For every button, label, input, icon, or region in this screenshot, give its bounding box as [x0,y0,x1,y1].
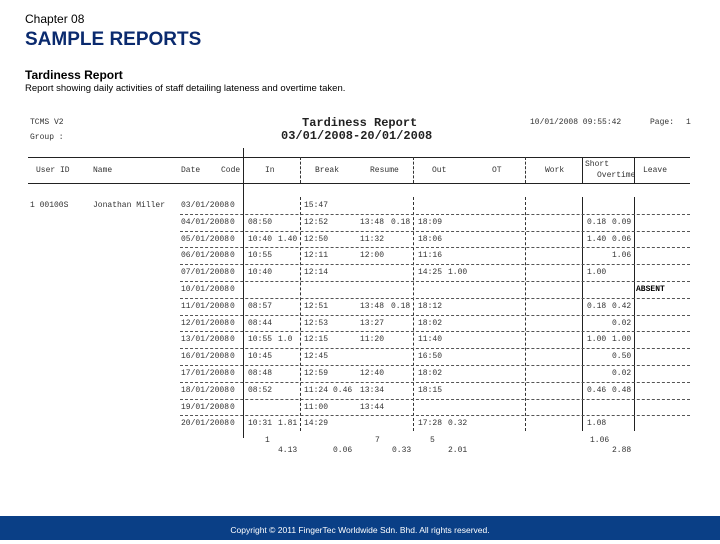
cell-resume-late: 0.18 [391,301,411,311]
cell-date: 17/01/2008 [181,369,230,378]
cell-short: 0.18 [587,301,607,311]
employee-name: Jonathan Miller [93,201,166,210]
cell-date: 20/01/2008 [181,419,230,429]
cell-out: 18:06 [418,234,443,244]
header-name: Name [93,166,113,175]
cell-leave: ABSENT [636,285,665,294]
cell-short: 1.00 [587,268,607,278]
row-separator [180,315,690,316]
row-separator [180,264,690,265]
cell-in: 08:57 [248,301,273,311]
row-separator [180,399,690,400]
count-resume: 7 [375,436,380,446]
cell-in: 08:48 [248,369,273,378]
cell-break: 12:59 [304,369,329,378]
cell-in: 10:40 [248,234,273,244]
cell-resume: 11:32 [360,234,385,244]
cell-in: 10:40 [248,268,273,278]
cell-out: 18:15 [418,385,443,395]
cell-date: 04/01/2008 [181,217,230,227]
cell-resume: 13:48 [360,217,385,227]
user-id: 1 00100S [30,201,69,210]
cell-out-late: 1.00 [448,268,468,278]
cell-resume-late: 0.18 [391,217,411,227]
cell-in-late: 1.0 [278,335,293,345]
cell-in: 10:45 [248,352,273,362]
cell-break: 12:45 [304,352,329,362]
cell-break: 11:24 [304,385,329,395]
cell-resume: 13:48 [360,301,385,311]
group-label: Group : [30,133,64,142]
total-overtime: 2.88 [612,446,632,456]
cell-break: 12:52 [304,217,329,227]
count-in: 1 [265,436,270,446]
cell-date: 10/01/2008 [181,285,230,294]
total-out: 2.01 [448,446,468,456]
copyright-footer: Copyright © 2011 FingerTec Worldwide Sdn. Bhd. All rights reserved. [0,516,720,540]
row-separator [180,348,690,349]
column-divider [413,157,414,183]
column-divider [525,157,526,183]
cell-in: 08:44 [248,318,273,328]
row-separator [180,415,690,416]
cell-short: 1.40 [587,234,607,244]
cell-resume: 13:44 [360,402,385,412]
header-resume: Resume [370,166,399,175]
slide-title: SAMPLE REPORTS [25,29,202,50]
cell-break: 12:11 [304,251,329,261]
cell-resume: 12:00 [360,251,385,261]
cell-break: 12:53 [304,318,329,328]
cell-out: 11:16 [418,251,443,261]
count-out: 5 [430,436,435,446]
row-separator [180,382,690,383]
row-separator [180,298,690,299]
column-divider [582,157,583,183]
cell-code: 0 [230,402,235,412]
printed-timestamp: 10/01/2008 09:55:42 [530,118,622,127]
cell-out-late: 0.32 [448,419,468,429]
count-short: 1.06 [590,436,610,446]
row-separator [180,214,690,215]
cell-break: 12:50 [304,234,329,244]
header-user-id: User ID [36,166,70,175]
header-bottom-rule [28,183,690,184]
row-separator [180,247,690,248]
header-in: In [265,166,275,175]
cell-date: 18/01/2008 [181,385,230,395]
cell-resume: 13:27 [360,318,385,328]
page-label: Page: [650,118,675,127]
cell-in: 08:50 [248,217,273,227]
cell-in: 10:55 [248,335,273,345]
cell-out: 14:25 [418,268,443,278]
cell-date: 05/01/2008 [181,234,230,244]
header-work: Work [545,166,565,175]
total-break: 0.06 [333,446,353,456]
cell-date: 16/01/2008 [181,352,230,362]
cell-code: 0 [230,335,235,345]
cell-out: 18:09 [418,217,443,227]
cell-code: 0 [230,217,235,227]
cell-out: 16:50 [418,352,443,362]
cell-overtime: 0.02 [612,318,632,328]
cell-code: 0 [230,301,235,311]
cell-in: 10:55 [248,251,273,261]
cell-overtime: 0.42 [612,301,632,311]
cell-overtime: 0.02 [612,369,632,378]
total-resume: 0.33 [392,446,412,456]
header-date: Date [181,166,201,175]
cell-break: 12:15 [304,335,329,345]
page-number: 1 [686,118,691,127]
cell-code: 0 [230,385,235,395]
header-leave: Leave [643,166,668,175]
cell-break: 12:51 [304,301,329,311]
column-divider [300,157,301,183]
cell-out: 18:02 [418,369,443,378]
report-subtitle: Tardiness Report [25,68,123,82]
report-date-range: 03/01/2008-20/01/2008 [281,129,433,143]
cell-resume: 11:20 [360,335,385,345]
cell-code: 0 [230,285,235,294]
header-top-rule [28,157,690,158]
cell-short: 0.46 [587,385,607,395]
cell-code: 0 [230,251,235,261]
cell-in-late: 1.40 [278,234,298,244]
cell-in: 08:52 [248,385,273,395]
column-divider [634,157,635,183]
cell-code: 0 [230,201,235,210]
report-description: Report showing daily activities of staff detailing lateness and overtime taken. [25,83,346,94]
cell-break: 12:14 [304,268,329,278]
cell-resume: 12:40 [360,369,385,378]
cell-break: 14:29 [304,419,329,429]
chapter-label: Chapter 08 [25,12,85,26]
row-separator [180,365,690,366]
report-title: Tardiness Report [302,116,418,130]
cell-overtime: 0.06 [612,234,632,244]
cell-out: 17:28 [418,419,443,429]
cell-date: 03/01/2008 [181,201,230,210]
header-out: Out [432,166,447,175]
cell-in-late: 1.81 [278,419,298,429]
cell-date: 12/01/2008 [181,318,230,328]
cell-date: 06/01/2008 [181,251,230,261]
cell-code: 0 [230,268,235,278]
header-overtime: Overtime [597,171,636,180]
row-separator [180,231,690,232]
header-short: Short [585,160,610,169]
cell-in: 10:31 [248,419,273,429]
cell-code: 0 [230,352,235,362]
cell-short: 0.18 [587,217,607,227]
cell-code: 0 [230,419,235,429]
cell-out: 18:12 [418,301,443,311]
cell-code: 0 [230,369,235,378]
cell-break: 15:47 [304,201,329,210]
cell-out: 18:02 [418,318,443,328]
cell-out: 11:40 [418,335,443,345]
cell-code: 0 [230,318,235,328]
total-in: 4.13 [278,446,298,456]
cell-overtime: 0.50 [612,352,632,362]
cell-date: 13/01/2008 [181,335,230,345]
cell-code: 0 [230,234,235,244]
cell-overtime: 0.48 [612,385,632,395]
row-separator [180,281,690,282]
header-break: Break [315,166,340,175]
header-ot: OT [492,166,502,175]
cell-date: 11/01/2008 [181,301,230,311]
cell-break: 11:00 [304,402,329,412]
cell-date: 07/01/2008 [181,268,230,278]
cell-date: 19/01/2008 [181,402,230,412]
cell-resume: 13:34 [360,385,385,395]
cell-break-late: 0.46 [333,385,353,395]
cell-overtime: 0.09 [612,217,632,227]
cell-overtime: 1.06 [612,251,632,261]
row-separator [180,331,690,332]
system-name: TCMS V2 [30,118,64,127]
cell-short: 1.00 [587,335,607,345]
cell-overtime: 1.00 [612,335,632,345]
header-code: Code [221,166,241,175]
cell-short: 1.08 [587,419,607,429]
